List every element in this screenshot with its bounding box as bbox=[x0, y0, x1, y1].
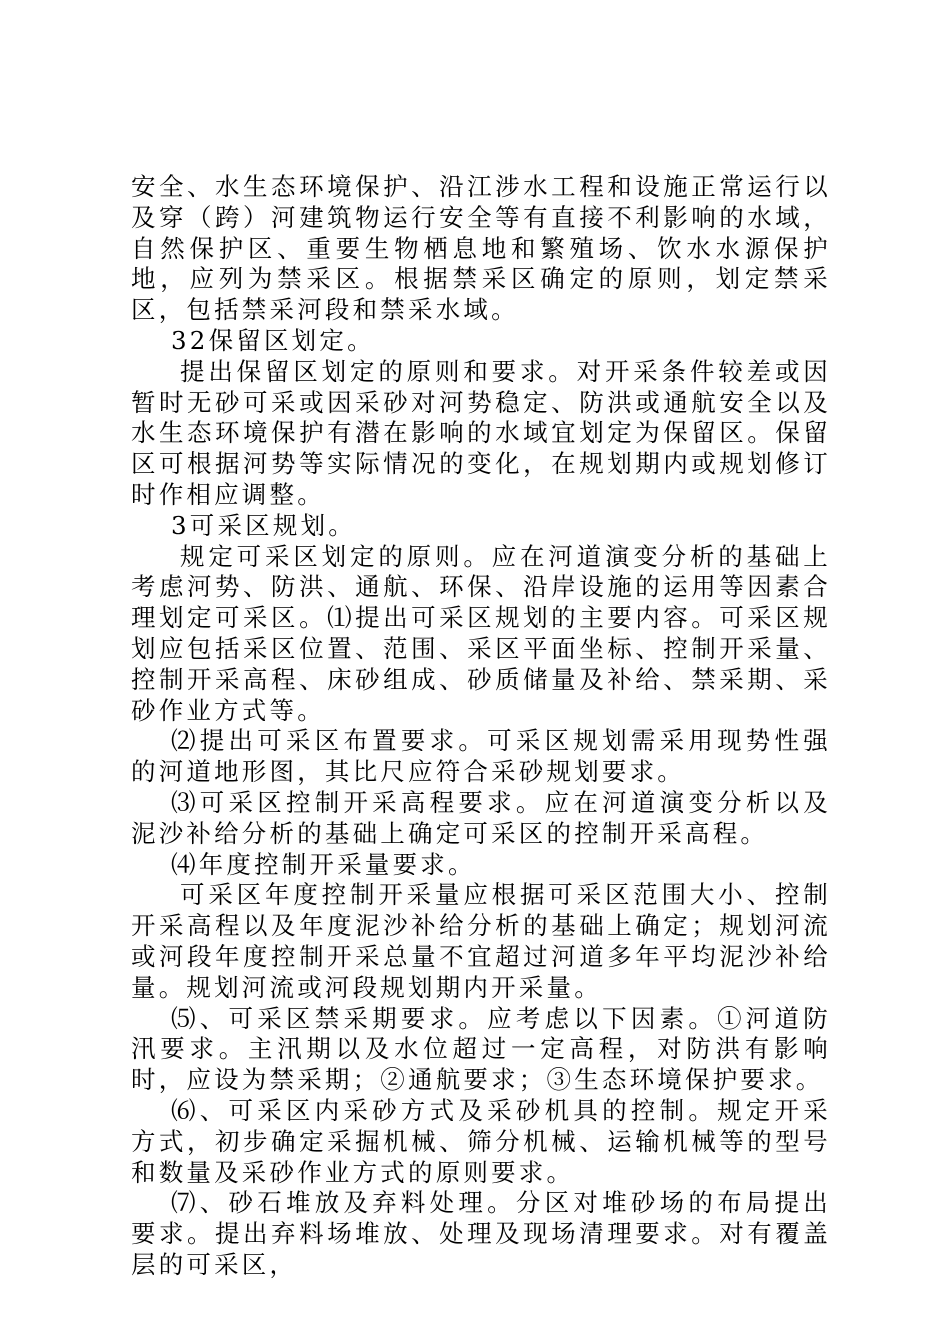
paragraph-elevation-requirements: ⑶可采区控制开采高程要求。应在河道演变分析以及泥沙补给分析的基础上确定可采区的控制开采高程。 bbox=[131, 787, 831, 848]
paragraph-annual-volume-heading: ⑷年度控制开采量要求。 bbox=[171, 849, 476, 879]
paragraph-closed-season: ⑸、可采区禁采期要求。应考虑以下因素。①河道防汛要求。主汛期以及水位超过一定高程，对防洪有影响时，应设为禁采期；②通航要求；③生态环境保护要求。 bbox=[131, 1003, 831, 1095]
heading-mining-area-planning: 3可采区规划。 bbox=[171, 510, 356, 540]
paragraph-mining-area-principles: 规定可采区划定的原则。应在河道演变分析的基础上考虑河势、防洪、通航、环保、沿岸设施的运用等因素合理划定可采区。⑴提出可采区规划的主要内容。可采区规划应包括采区位置、范围、采区平面坐标、控制开采量、控制开采高程、床砂组成、砂质储量及补给、禁采期、采砂作业方式等。 bbox=[131, 541, 831, 725]
paragraph-prohibited-area: 安全、水生态环境保护、沿江涉水工程和设施正常运行以及穿（跨）河建筑物运行安全等有直接不利影响的水域，自然保护区、重要生物栖息地和繁殖场、饮水水源保护地，应列为禁采区。根据禁采区确定的原则，划定禁采区，包括禁采河段和禁采水域。 bbox=[131, 172, 831, 325]
paragraph-reserve-area: 提出保留区划定的原则和要求。对开采条件较差或因暂时无砂可采或因采砂对河势稳定、防洪或通航安全以及水生态环境保护有潜在影响的水域宜划定为保留区。保留区可根据河势等实际情况的变化，在规划期内或规划修订时作相应调整。 bbox=[131, 356, 831, 509]
heading-reserve-area: 32保留区划定。 bbox=[171, 325, 375, 355]
paragraph-mining-methods: ⑹、可采区内采砂方式及采砂机具的控制。规定开采方式，初步确定采掘机械、筛分机械、运输机械等的型号和数量及采砂作业方式的原则要求。 bbox=[131, 1095, 831, 1187]
paragraph-annual-volume: 可采区年度控制开采量应根据可采区范围大小、控制开采高程以及年度泥沙补给分析的基础上确定；规划河流或河段年度控制开采总量不宜超过河道多年平均泥沙补给量。规划河流或河段规划期内开采量。 bbox=[131, 880, 831, 1002]
paragraph-layout-requirements: ⑵提出可采区布置要求。可采区规划需采用现势性强的河道地形图，其比尺应符合采砂规划要求。 bbox=[131, 726, 831, 787]
paragraph-stockpile-waste: ⑺、砂石堆放及弃料处理。分区对堆砂场的布局提出要求。提出弃料场堆放、处理及现场清理要求。对有覆盖层的可采区， bbox=[131, 1188, 831, 1279]
document-body bbox=[131, 172, 831, 1281]
